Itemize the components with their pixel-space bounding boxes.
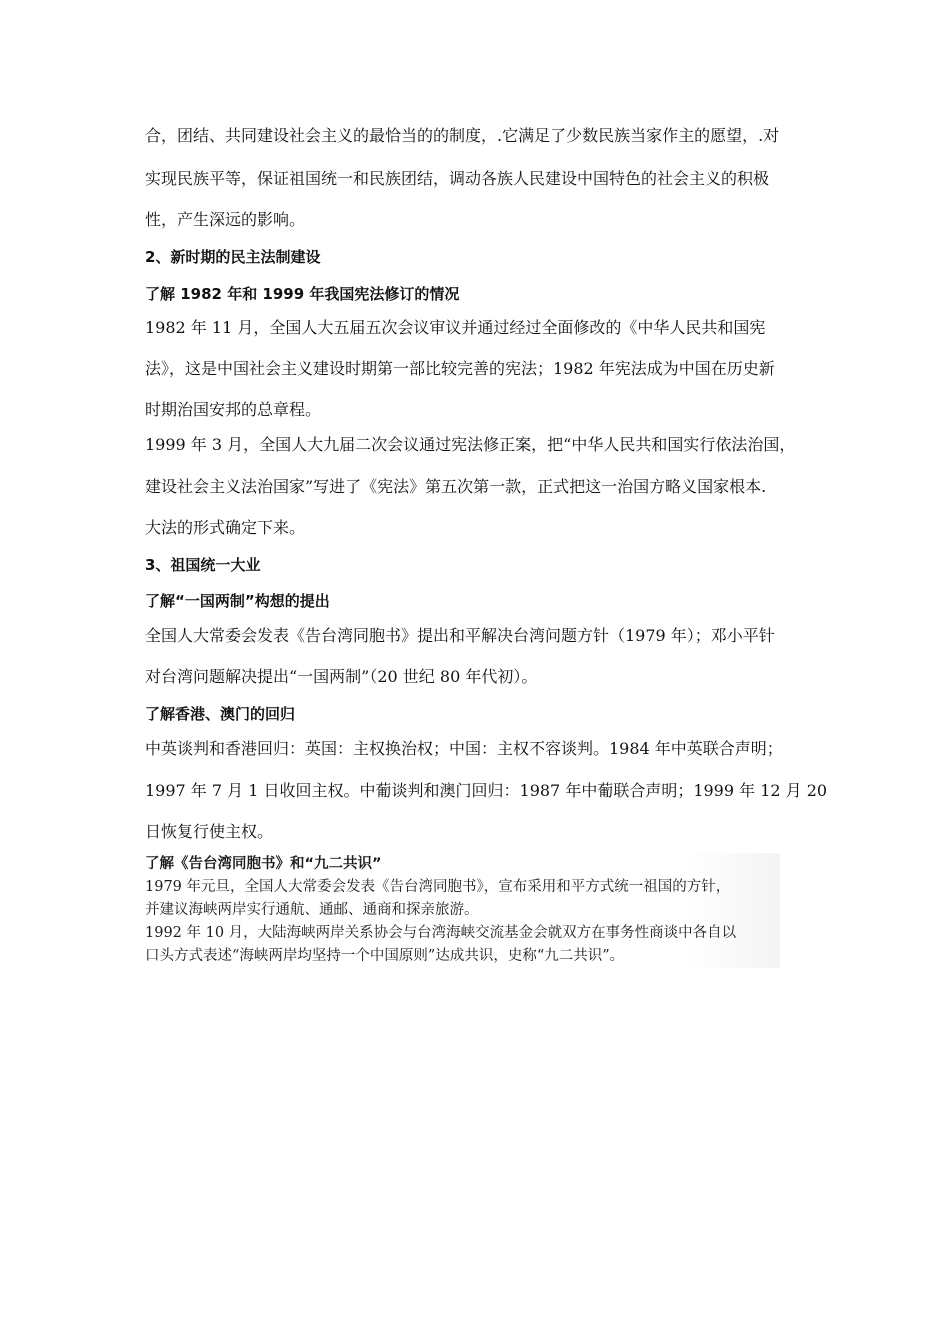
paragraph-line: 时期治国安邦的总章程。 xyxy=(145,400,322,419)
paragraph-line: 全国人大常委会发表《告台湾同胞书》提出和平解决台湾问题方针（1979 年）；邓小平针 xyxy=(145,626,775,645)
paragraph-line: 实现民族平等，保证祖国统一和民族团结，调动各族人民建设中国特色的社会主义的积极 xyxy=(145,169,770,188)
section-heading: 2、新时期的民主法制建设 xyxy=(145,248,321,266)
subsection-heading: 了解香港、澳门的回归 xyxy=(145,705,296,723)
scanned-title: 了解《告台湾同胞书》和“九二共识” xyxy=(145,856,382,872)
scanned-line: 1979 年元旦，全国人大常委会发表《告台湾同胞书》，宣布采用和平方式统一祖国的方针， xyxy=(145,879,731,895)
paragraph-line: 建设社会主义法治国家”写进了《宪法》第五次第一款，正式把这一治国方略义国家根本. xyxy=(145,477,767,496)
paragraph-line: 1997 年 7 月 1 日收回主权。中葡谈判和澳门回归：1987 年中葡联合声明；1999 年 12 月 20 xyxy=(145,781,828,800)
scanned-text-image xyxy=(140,853,780,968)
paragraph-line: 大法的形式确定下来。 xyxy=(145,518,306,537)
paragraph-line: 对台湾问题解决提出“一国两制”（20 世纪 80 年代初）。 xyxy=(145,667,538,686)
subsection-heading: 了解“一国两制”构想的提出 xyxy=(145,592,330,610)
scanned-line: 并建议海峡两岸实行通航、通邮、通商和探亲旅游。 xyxy=(145,902,479,918)
subsection-heading: 了解 1982 年和 1999 年我国宪法修订的情况 xyxy=(145,285,460,303)
paragraph-line: 1999 年 3 月，全国人大九届二次会议通过宪法修正案，把“中华人民共和国实行依法治国， xyxy=(145,435,796,454)
paragraph-line: 1982 年 11 月，全国人大五届五次会议审议并通过经过全面修改的《中华人民共和国宪 xyxy=(145,318,766,337)
section-heading: 3、祖国统一大业 xyxy=(145,556,261,574)
scanned-line: 1992 年 10 月，大陆海峡两岸关系协会与台湾海峡交流基金会就双方在事务性商谈中各自以 xyxy=(145,925,737,941)
scanned-line: 口头方式表述“海峡两岸均坚持一个中国原则”达成共识，史称“九二共识”。 xyxy=(145,948,625,964)
paragraph-line: 法》，这是中国社会主义建设时期第一部比较完善的宪法；1982 年宪法成为中国在历史新 xyxy=(145,359,775,378)
paragraph-line: 性，产生深远的影响。 xyxy=(145,210,306,229)
paragraph-line: 中英谈判和香港回归：英国：主权换治权；中国：主权不容谈判。1984 年中英联合声明； xyxy=(145,739,783,758)
paragraph-line: 合，团结、共同建设社会主义的最恰当的的制度，.它满足了少数民族当家作主的愿望，.对 xyxy=(145,126,780,145)
paragraph-line: 日恢复行使主权。 xyxy=(145,822,274,841)
